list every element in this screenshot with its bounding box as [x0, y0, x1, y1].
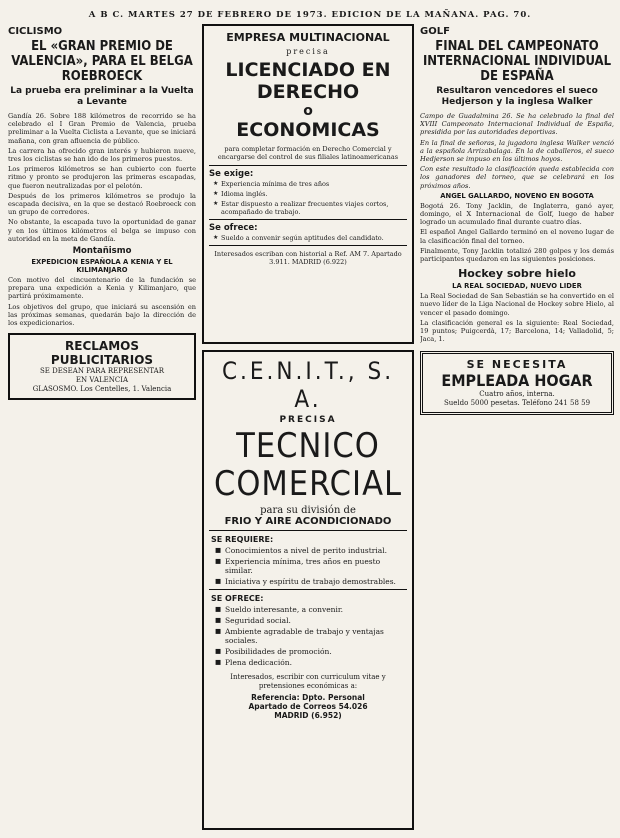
- paragraph: Finalmente, Tony Jacklin totalizó 280 golpes y los demás participantes quedaron en las siguientes posiciones.: [420, 246, 614, 264]
- ad-line: GLASOSMO. Los Centelles, 1. Valencia: [32, 385, 172, 394]
- ad-line: SE DESEAN PARA REPRESENTAR: [40, 367, 164, 376]
- paragraph: El español Angel Gallardo terminó en el noveno lugar de la clasificación final del torneo.: [420, 228, 614, 245]
- headline: FINAL DEL CAMPEONATO INTERNACIONAL INDIVIDUAL DE ESPAÑA: [422, 39, 612, 84]
- column-cycling: [8, 24, 196, 832]
- ad-title: EMPLEADA HOGAR: [441, 371, 593, 391]
- classified-ad-empleada: [420, 351, 614, 415]
- requirements-list: [207, 180, 409, 216]
- list-item: ★ Sueldo a convenir según aptitudes del candidato.: [213, 234, 405, 242]
- deck: La prueba era preliminar a la Vuelta a Levante: [10, 86, 194, 107]
- ad-reference: MADRID (6.952): [274, 711, 342, 720]
- ad-company: EMPRESA MULTINACIONAL: [226, 31, 390, 44]
- list-item: ■ Conocimientos a nivel de perito industrial.: [215, 546, 403, 555]
- subsection-title: Hockey sobre hielo: [458, 267, 576, 281]
- section-label: GOLF: [420, 26, 450, 37]
- requirements-label: SE REQUIERE:: [211, 535, 274, 544]
- paragraph: Con motivo del cincuentenario de la fundación se prepara una expedición a Kenia y Kilimanjaro, que partirá próximamente.: [8, 276, 196, 301]
- paragraph: Los objetivos del grupo, que iniciará su ascensión en las próximas semanas, quedarán bajo la dirección de los expedicionarios.: [8, 302, 196, 328]
- list-item: ■ Ambiente agradable de trabajo y ventajas sociales.: [215, 627, 403, 645]
- paragraph: La carrera ha ofrecido gran interés y hubieron nueve, tres los ciclistas se han ido de los primeros puestos.: [8, 146, 196, 164]
- paragraph: Con este resultado la clasificación queda establecida con los ganadores del torneo, que se celebrará en los próximos años.: [420, 165, 614, 190]
- paragraph: Campo de Guadalmina 26. Se ha celebrado la final del XVIII Campeonato Internacional Individual de España, presidida por las autoridades deportivas.: [420, 112, 614, 137]
- offer-list: [207, 234, 409, 242]
- paragraph: Gandía 26. Sobre 188 kilómetros de recorrido se ha celebrado el I Gran Premio de Valencia, prueba preliminar a la Vuelta Ciclista a Levante, que se iniciará mañana, con gran afluencia de público.: [8, 112, 196, 145]
- page-header: A B C. MARTES 27 DE FEBRERO DE 1973. EDICION DE LA MAÑANA. PAG. 70.: [88, 10, 532, 20]
- headline: EL «GRAN PREMIO DE VALENCIA», PARA EL BELGA ROEBROECK: [11, 39, 193, 84]
- section-label: CICLISMO: [8, 26, 63, 37]
- paragraph: En la final de señoras, la jugadora inglesa Walker venció a la española Arrizabalaga. En la de caballeros, el sueco Hedjerson se impuso en los últimos hoyos.: [420, 138, 614, 164]
- ad-reference: Apartado de Correos 54.026: [248, 702, 368, 711]
- requirements-label: Se exige:: [209, 169, 254, 179]
- deck: Resultaron vencedores el sueco Hedjerson y la inglesa Walker: [436, 86, 598, 107]
- list-item: ■ Experiencia mínima, tres años en puesto similar.: [215, 557, 403, 575]
- divider: [209, 245, 407, 246]
- divider: [209, 219, 407, 220]
- ad-line: Cuatro años, interna.: [479, 390, 555, 399]
- job-ad-cenit: [202, 350, 414, 830]
- ad-reference: Referencia: Dpto. Personal: [251, 693, 365, 702]
- offer-label: SE OFRECE:: [211, 594, 264, 603]
- list-item: ■ Iniciativa y espíritu de trabajo demostrables.: [215, 577, 403, 586]
- paragraph: La clasificación general es la siguiente: Real Sociedad, 19 puntos; Puigcerdà, 17; Barcelona, 14; Valladolid, 5; Jaca, 1.: [420, 318, 614, 344]
- paragraph: La Real Sociedad de San Sebastián se ha convertido en el nuevo líder de la Liga Nacional de Hockey sobre Hielo, al vencer el pasado domingo.: [420, 292, 614, 317]
- list-item: ★ Experiencia mínima de tres años: [213, 180, 405, 188]
- list-item: ■ Posibilidades de promoción.: [215, 647, 403, 656]
- column-golf: [420, 24, 614, 832]
- ad-role: ECONOMICAS: [236, 119, 380, 141]
- requirements-list: [207, 546, 409, 586]
- subhead: EXPEDICION ESPAÑOLA A KENIA Y EL KILIMANJARO: [31, 258, 173, 275]
- ad-role: COMERCIAL: [213, 464, 403, 504]
- list-item: ★ Estar dispuesto a realizar frecuentes viajes cortos, acompañado de trabajo.: [213, 200, 405, 216]
- divider: [209, 589, 407, 590]
- paragraph: Los primeros kilómetros se han cubierto con fuerte ritmo y pronto se produjeron las primeras escapadas, que fueron neutralizadas por el pelotón.: [8, 165, 196, 190]
- paragraph: Bogotá 26. Tony Jacklin, de Inglaterra, ganó ayer, domingo, el X Internacional de Golf, luego de haber logrado un acumulado final durante cuatro días.: [420, 201, 614, 227]
- subhead: LA REAL SOCIEDAD, NUEVO LIDER: [452, 282, 582, 291]
- divider: [209, 530, 407, 531]
- column-ads: [202, 24, 414, 832]
- job-ad-multinational: [202, 24, 414, 344]
- offer-label: Se ofrece:: [209, 223, 258, 233]
- list-item: ■ Sueldo interesante, a convenir.: [215, 605, 403, 614]
- ad-precisa: PRECISA: [279, 415, 337, 425]
- paragraph: Después de los primeros kilómetros se produjo la escapada decisiva, en la que se destacó Roebroeck con un grupo de corredores.: [8, 191, 196, 217]
- ad-division-intro: para su división de: [260, 505, 356, 516]
- divider: [209, 165, 407, 166]
- ad-description: para completar formación en Derecho Comercial y encargarse del control de sus filiales latinoamericanas: [217, 145, 399, 161]
- ad-line: EN VALENCIA: [75, 376, 129, 385]
- ad-line: Sueldo 5000 pesetas. Teléfono 241 58 59: [443, 399, 591, 408]
- ad-footer: Interesados, escribir con curriculum vitae y pretensiones económicas a:: [230, 673, 386, 690]
- offer-list: [207, 605, 409, 667]
- paragraph: No obstante, la escapada tuvo la oportunidad de ganar y en los últimos kilómetros el belga se impuso con autoridad en la meta de Gandía.: [8, 218, 196, 243]
- ad-precisa: precisa: [286, 47, 330, 56]
- list-item: ■ Plena dedicación.: [215, 658, 403, 667]
- ad-company: C.E.N.I.T., S. A.: [221, 357, 395, 413]
- ad-line: SE NECESITA: [466, 358, 568, 372]
- classified-ad-reclamos: [8, 333, 196, 400]
- ad-role: DERECHO: [256, 81, 360, 103]
- list-item: ★ Idioma inglés.: [213, 190, 405, 198]
- list-item: ■ Seguridad social.: [215, 616, 403, 625]
- subsection-title: Montañismo: [72, 246, 132, 257]
- ad-role: LICENCIADO EN: [225, 59, 391, 81]
- ad-footer: Interesados escriban con historial a Ref. AM 7. Apartado 3.911. MADRID (6.922): [214, 250, 402, 266]
- subhead: ANGEL GALLARDO, NOVENO EN BOGOTA: [440, 191, 594, 200]
- ad-division: FRIO Y AIRE ACONDICIONADO: [224, 516, 392, 527]
- ad-or: o: [303, 103, 313, 119]
- ad-role: TECNICO: [236, 426, 380, 466]
- ad-title: RECLAMOS PUBLICITARIOS: [50, 339, 154, 368]
